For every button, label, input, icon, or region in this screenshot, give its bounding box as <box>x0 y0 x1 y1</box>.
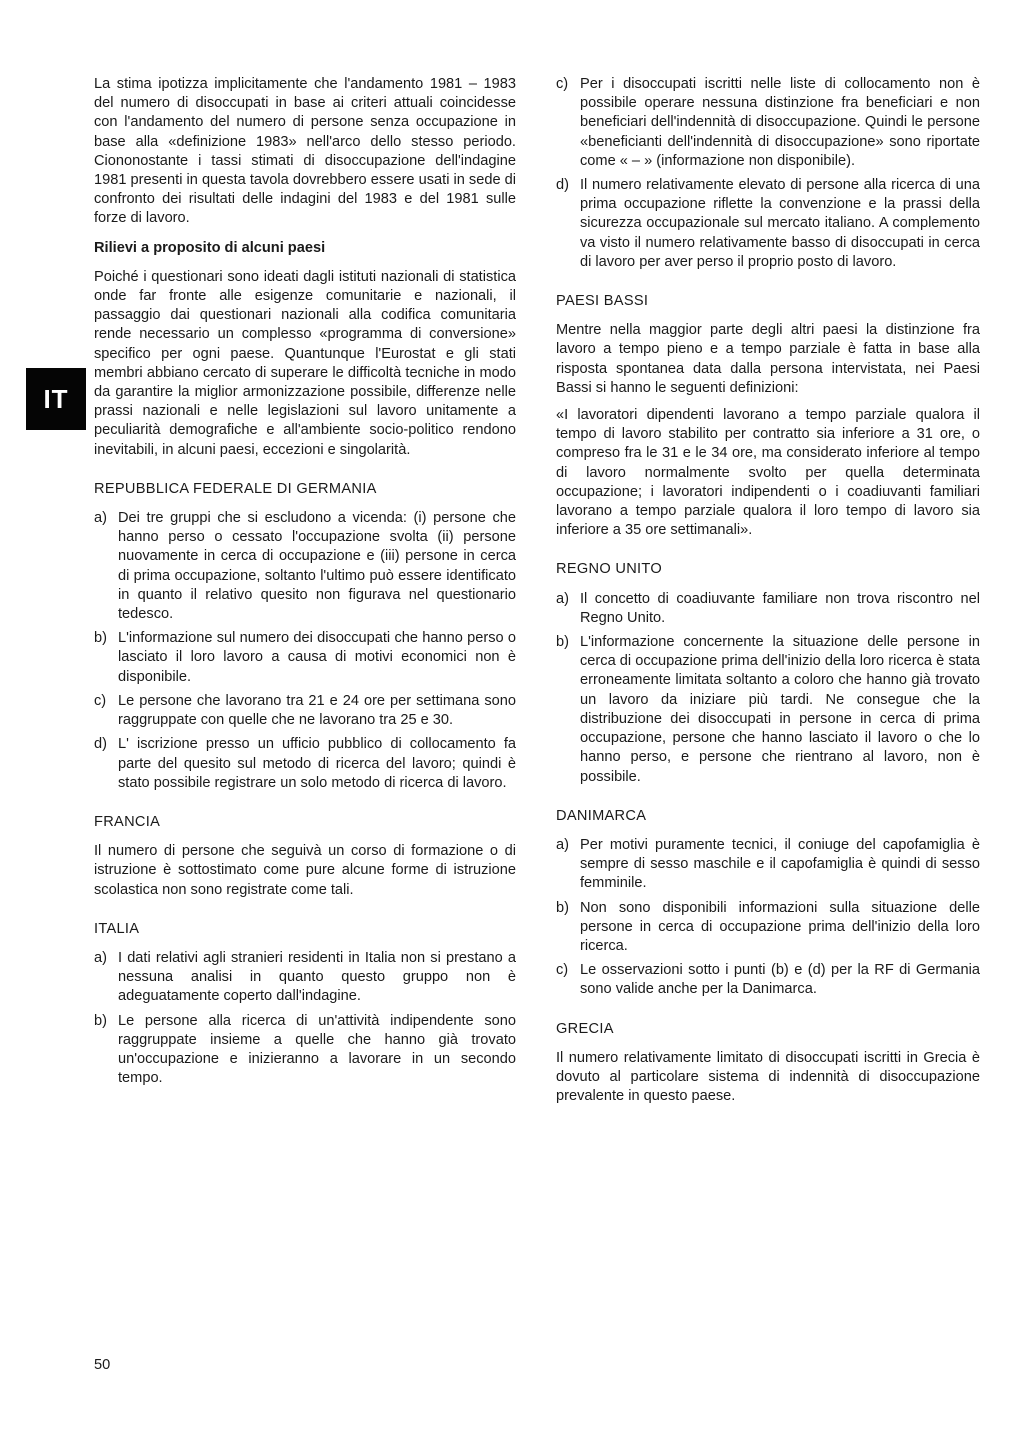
paesi-bassi-paragraph: Mentre nella maggior parte degli altri paesi la distinzione fra lavoro a tempo pieno e a tempo parziale è fatta in base alla risposta spontanea data dalla persona intervistata, nei Paesi Bassi si hanno le seguenti definizioni: <box>556 322 980 396</box>
grecia-paragraph: Il numero relativamente limitato di disoccupati iscritti in Grecia è dovuto al particolare sistema di indennità di disoccupazione prevalente in questo paese. <box>556 1049 980 1105</box>
rilievi-heading: Rilievi a proposito di alcuni paesi <box>94 239 326 256</box>
francia-heading: FRANCIA <box>94 813 161 830</box>
item-text: L'informazione sul numero dei disoccupati che hanno perso o lasciato il loro lavoro a causa di motivi economici non è disponibile. <box>118 630 516 685</box>
rilievi-paragraph: Poiché i questionari sono ideati dagli istituti nazionali di statistica onde far fronte alle esigenze comunitarie e nazionali, il passaggio dai questionari nazionali alla codifica comunitaria rende necessario un complesso «programma di conversione» specifico per ogni paese. Quantunque l'Eurostat e gli stati membri abbiano cercato di superare le difficoltà tecniche in modo da garantire la miglior armonizzazione possibile, differenze nelle prassi nazionali e nelle legislazioni sul lavoro unitamente a peculiarità demografiche e all'ambiente socio-politico rendono inevitabili, in alcuni paesi, eccezioni e singolarità. <box>94 268 516 458</box>
right-column <box>556 75 980 1106</box>
paesi-bassi-heading: PAESI BASSI <box>556 293 649 310</box>
intro-paragraph: La stima ipotizza implicitamente che l'andamento 1981 – 1983 del numero di disoccupati in base ai criteri attuali coincidesse con l'andamento del numero di persone senza occupazione in base alla «definizione 1983» nell'arco dello stesso periodo. Ciononostante i tassi stimati di disoccupazione dell'indagine 1981 presenti in questa tavola dovrebbero essere usati in sede di confronto dei risultati delle indagini del 1983 e del 1981 sulle forze di lavoro. <box>94 76 516 227</box>
item-label: d) <box>556 177 569 194</box>
item-label: b) <box>556 899 569 916</box>
list-item <box>94 629 516 687</box>
language-tab: IT <box>26 368 86 430</box>
left-column <box>94 75 516 1088</box>
page-number: 50 <box>94 1357 111 1373</box>
list-item <box>556 899 980 957</box>
item-text: Il numero relativamente elevato di persone alla ricerca di una prima occupazione riflette la convenzione e la prassi della sicurezza occupazionale sul mercato italiano. A complemento va visto il numero relativamente basso di disoccupati in cerca di lavoro per aver perso il proprio posto di lavoro. <box>580 177 980 270</box>
item-text: Il concetto di coadiuvante familiare non trova riscontro nel Regno Unito. <box>580 590 980 626</box>
danimarca-heading: DANIMARCA <box>556 807 647 824</box>
regno-unito-list <box>556 590 980 787</box>
item-label: a) <box>94 510 107 527</box>
regno-unito-heading: REGNO UNITO <box>556 561 663 578</box>
paesi-bassi-quote: «I lavoratori dipendenti lavorano a tempo parziale qualora il tempo di lavoro stabilito per contratto sia inferiore a 31 ore, o compreso fra le 31 e le 34 ore, ma considerato inferiore al tempo di lavoro normalmente svolto per quella determinata occupazione; i lavoratori indipendenti o i coadiuvanti familiari lavorano a tempo parziale qualora il loro tempo di lavoro sia inferiore a 35 ore settimanali». <box>556 407 980 539</box>
item-label: c) <box>556 76 569 92</box>
list-item <box>556 961 980 999</box>
item-label: b) <box>556 634 569 651</box>
list-item <box>94 949 516 1007</box>
list-item <box>556 633 980 787</box>
italia-list <box>94 949 516 1088</box>
item-text: L'informazione concernente la situazione delle persone in cerca di occupazione prima dell'inizio della loro ricerca è stata erroneamente limitata soltanto a coloro che hanno già trovato un lavoro da iniziare più tardi. Ne consegue che la distribuzione dei disoccupati in persone in cerca di prima occupazione, persone che hanno lasciato il lavoro o che lo hanno perso, e persone che rientrano al lavoro, non è possibile. <box>580 634 980 785</box>
item-label: d) <box>94 736 107 753</box>
item-text: Dei tre gruppi che si escludono a vicenda: (i) persone che hanno perso o cessato l'occupazione svolta (ii) persone nuovamente in cerca di occupazione e (iii) persone in cerca di prima occupazione, soltanto l'ultimo può essere identificato in quanto il relativo quesito non figurava nel questionario tedesco. <box>118 510 516 623</box>
item-label: a) <box>556 590 569 607</box>
item-label: a) <box>556 836 569 853</box>
grecia-heading: GRECIA <box>556 1020 614 1037</box>
item-text: L' iscrizione presso un ufficio pubblico di collocamento fa parte del quesito sul metodo di ricerca del lavoro; quindi è stato possibile registrare un solo metodo di ricerca di lavoro. <box>118 736 516 791</box>
list-item <box>556 176 980 272</box>
italia-heading: ITALIA <box>94 920 140 937</box>
italia-cont-list <box>556 75 980 272</box>
item-text: Le persone che lavorano tra 21 e 24 ore per settimana sono raggruppate con quelle che ne lavorano tra 25 e 30. <box>118 692 516 729</box>
germania-heading: REPUBBLICA FEDERALE DI GERMANIA <box>94 480 377 497</box>
list-item <box>556 590 980 628</box>
list-item <box>94 735 516 793</box>
item-text: Le osservazioni sotto i punti (b) e (d) per la RF di Germania sono valide anche per la Danimarca. <box>580 962 980 998</box>
list-item <box>94 692 516 730</box>
item-text: Le persone alla ricerca di un'attività indipendente sono raggruppate insieme a quelle che hanno già trovato un'occupazione e inizieranno a lavorare in un secondo tempo. <box>118 1012 516 1087</box>
danimarca-list <box>556 836 980 1000</box>
item-text: Non sono disponibili informazioni sulla situazione delle persone in cerca di occupazione prima dell'inizio della loro ricerca. <box>580 899 980 954</box>
item-label: c) <box>556 962 569 979</box>
list-item <box>556 836 980 894</box>
item-text: Per i disoccupati iscritti nelle liste di collocamento non è possibile operare nessuna distinzione fra beneficiari e non beneficiari dell'indennità di disoccupazione. Quindi le persone «beneficianti dell'indennità di disoccupazione» sono riportate come « – » (informazione non disponibile). <box>580 76 980 169</box>
list-item <box>94 1012 516 1089</box>
item-text: I dati relativi agli stranieri residenti in Italia non si prestano a nessuna analisi in quanto questo gruppo non è adeguatamente coperto dall'indagine. <box>118 949 516 1005</box>
germania-list <box>94 509 516 793</box>
list-item <box>94 509 516 624</box>
item-label: b) <box>94 630 107 647</box>
francia-paragraph: Il numero di persone che seguivà un corso di formazione o di istruzione è sottostimato come pure alcune forme di istruzione scolastica non sono registrate come tali. <box>94 843 516 898</box>
list-item <box>556 75 980 171</box>
item-text: Per motivi puramente tecnici, il coniuge del capofamiglia è sempre di sesso maschile e il capofamiglia è quindi di sesso femminile. <box>580 836 980 892</box>
item-label: a) <box>94 949 107 966</box>
item-label: b) <box>94 1012 107 1029</box>
item-label: c) <box>94 692 107 709</box>
